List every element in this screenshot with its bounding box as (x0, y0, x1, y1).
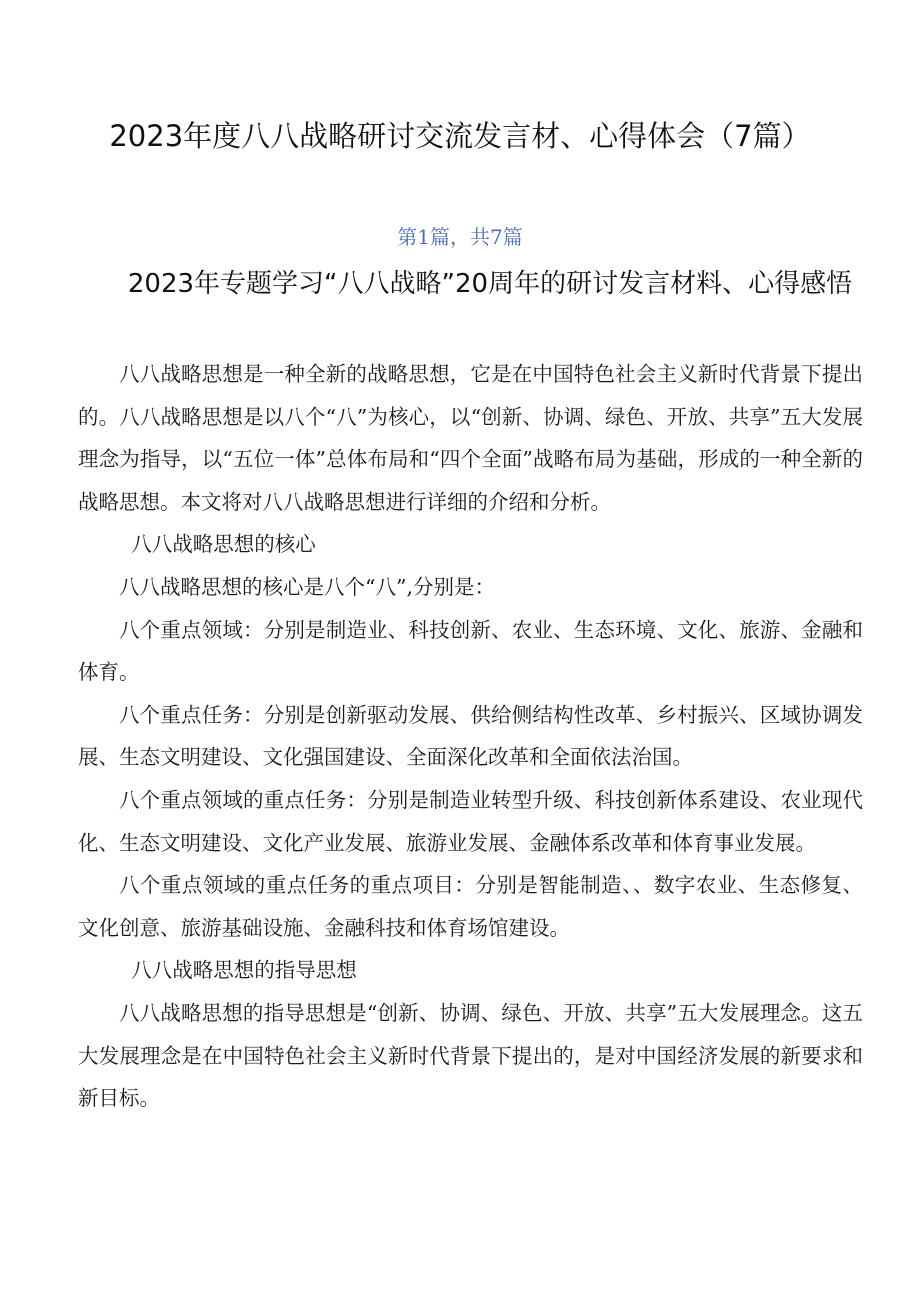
section-heading: 八八战略思想的指导思想 (131, 958, 357, 983)
paragraph: 八八战略思想的指导思想是“创新、协调、绿色、开放、共享”五大发展理念。这五大发展理念是在中国特色社会主义新时代背景下提出的，是对中国经济发展的新要求和新目标。 (78, 1000, 863, 1111)
part-label: 第1篇，共7篇 (397, 225, 523, 249)
article-title: 2023年专题学习“八八战略”20周年的研讨发言材料、心得感悟 (127, 269, 853, 299)
paragraph: 八个重点领域：分别是制造业、科技创新、农业、生态环境、文化、旅游、金融和体育。 (78, 617, 863, 685)
article-body (78, 353, 863, 1120)
section-heading: 八八战略思想的核心 (131, 532, 316, 557)
paragraph: 八个重点任务：分别是创新驱动发展、供给侧结构性改革、乡村振兴、区域协调发展、生态文明建设、文化强国建设、全面深化改革和全面依法治国。 (78, 702, 863, 770)
document-title: 2023年度八八战略研讨交流发言材、心得体会（7篇） (109, 119, 811, 153)
paragraph: 八个重点领域的重点任务：分别是制造业转型升级、科技创新体系建设、农业现代化、生态文明建设、文化产业发展、旅游业发展、金融体系改革和体育事业发展。 (78, 787, 863, 855)
paragraph: 八八战略思想是一种全新的战略思想，它是在中国特色社会主义新时代背景下提出的。八八战略思想是以八个“八”为核心，以“创新、协调、绿色、开放、共享”五大发展理念为指导，以“五位一体”总体布局和“四个全面”战略布局为基础，形成的一种全新的战略思想。本文将对八八战略思想进行详细的介绍和分析。 (78, 362, 863, 514)
paragraph: 八个重点领域的重点任务的重点项目：分别是智能制造、、数字农业、生态修复、文化创意、旅游基础设施、金融科技和体育场馆建设。 (78, 873, 863, 940)
paragraph: 八八战略思想的核心是八个“八”,分别是： (119, 574, 495, 599)
